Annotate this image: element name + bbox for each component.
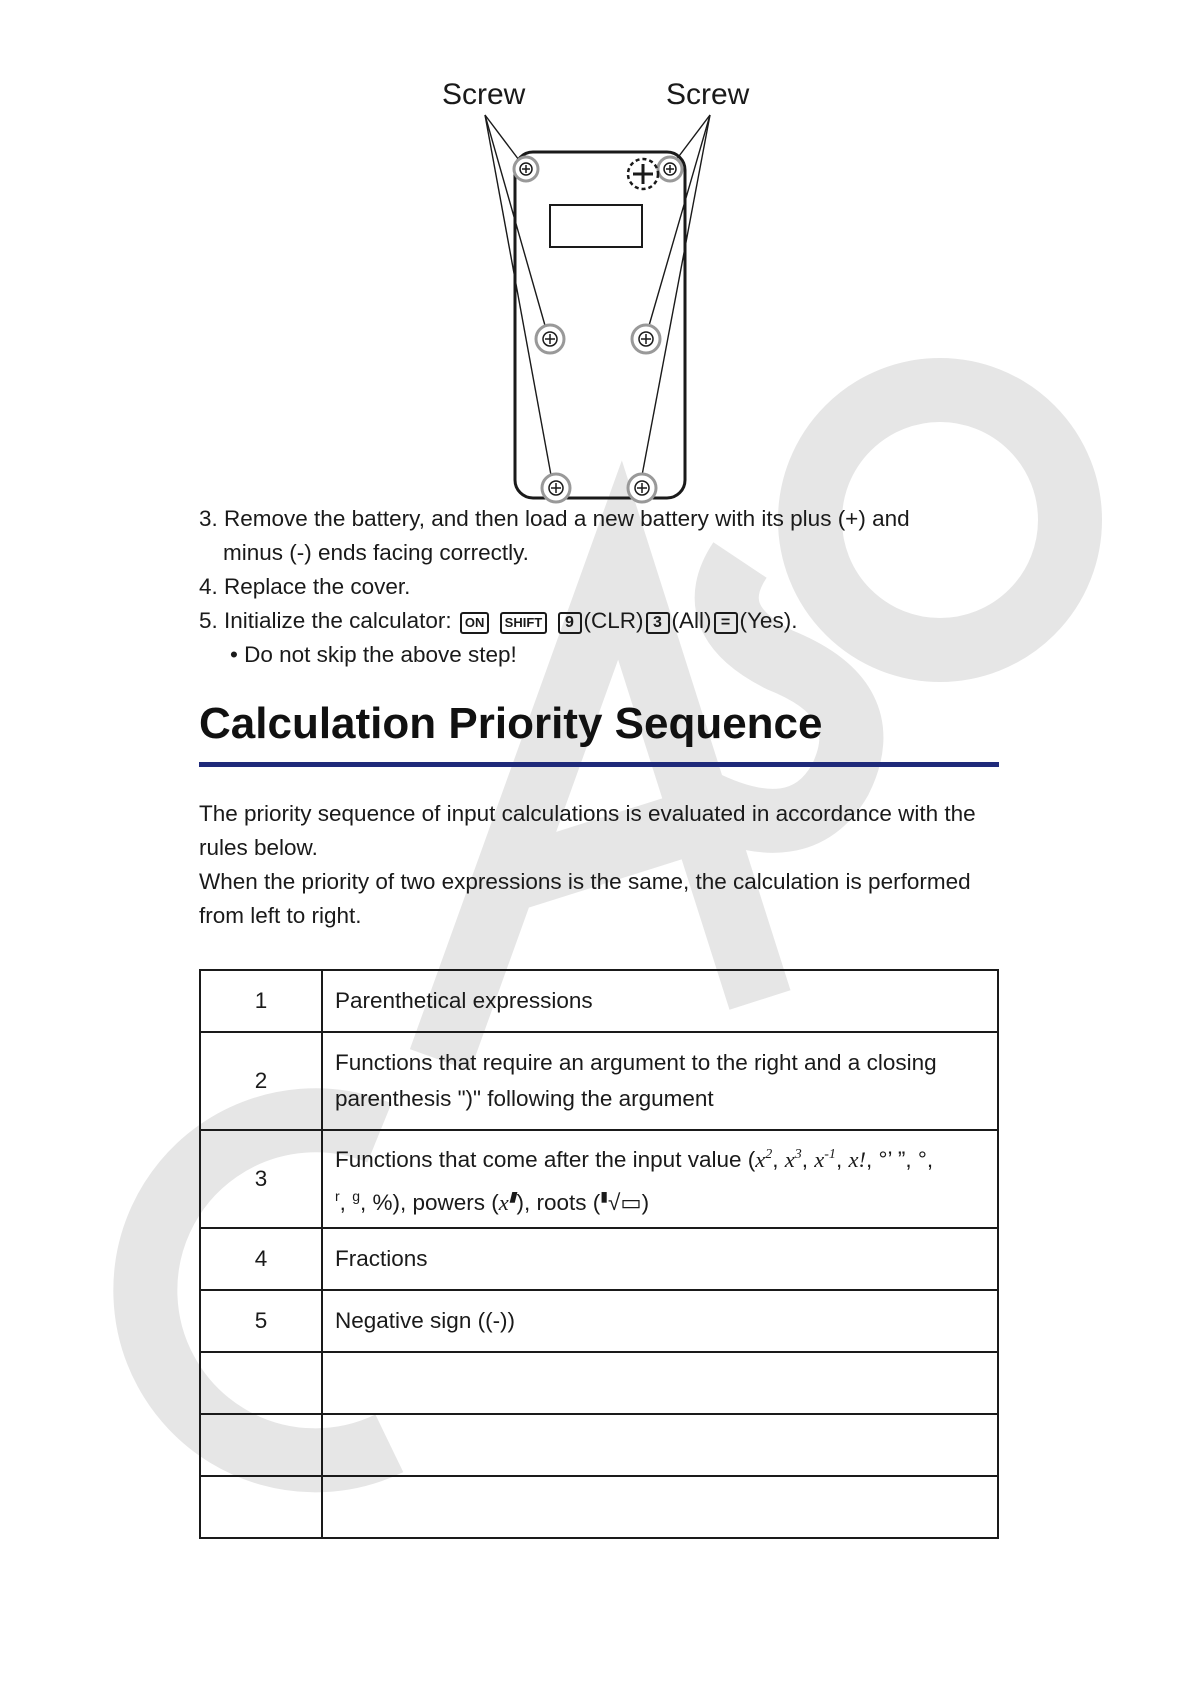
x-squared-symbol: $x^2$	[755, 1147, 773, 1172]
x-factorial-symbol: x!	[848, 1147, 866, 1172]
priority-number	[200, 1352, 322, 1414]
priority-description: Functions that require an argument to the right and a closing parenthesis ")" following the argument	[322, 1032, 998, 1130]
table-row	[200, 1290, 998, 1352]
desc-roots: ), roots (	[516, 1190, 601, 1215]
priority-number: 4	[200, 1228, 322, 1290]
table-row	[200, 1414, 998, 1476]
nine-key-icon: 9	[558, 612, 582, 634]
root-symbol-icon: ▮√▭	[600, 1188, 642, 1215]
step-5-prefix: 5. Initialize the calculator:	[199, 608, 452, 633]
equals-key-icon: =	[714, 612, 738, 634]
priority-description	[322, 1352, 998, 1414]
priority-table	[199, 969, 999, 1539]
screw-label-right: Screw	[666, 78, 750, 111]
priority-description	[322, 1476, 998, 1538]
priority-number: 5	[200, 1290, 322, 1352]
power-symbol: x▮	[498, 1190, 517, 1215]
table-row	[200, 1352, 998, 1414]
priority-number: 3	[200, 1130, 322, 1228]
priority-description: Negative sign ((-))	[322, 1290, 998, 1352]
step-3-line-2: minus (-) ends facing correctly.	[223, 540, 529, 565]
table-row	[200, 970, 998, 1032]
three-key-icon: 3	[646, 612, 670, 634]
intro-paragraph-1: The priority sequence of input calculations is evaluated in accordance with the rules below.	[199, 801, 976, 860]
battery-steps	[199, 502, 1019, 672]
on-key-icon: ON	[460, 612, 490, 634]
section-heading: Calculation Priority Sequence	[199, 699, 823, 748]
table-row	[200, 1130, 998, 1228]
desc-mid: %), powers (	[372, 1190, 499, 1215]
priority-description: Parenthetical expressions	[322, 970, 998, 1032]
step-3-line-1: 3. Remove the battery, and then load a new battery with its plus (+) and	[199, 506, 910, 531]
step-4: 4. Replace the cover.	[199, 574, 411, 599]
priority-number	[200, 1414, 322, 1476]
desc-end: )	[641, 1190, 650, 1215]
calculator-body	[515, 152, 685, 498]
shift-key-icon: SHIFT	[500, 612, 548, 634]
dms-symbols: °’ ”, °,	[878, 1147, 934, 1172]
table-row	[200, 1228, 998, 1290]
priority-description: Functions that come after the input value ($x^2$, $x^3$, $x^{-1}$, x!, °’ ”, °, $^r$, $^g$, %), powers (x▮), roots (▮√▭)	[322, 1130, 998, 1228]
priority-description	[322, 1414, 998, 1476]
intro-text	[199, 797, 1019, 933]
table-row	[200, 1476, 998, 1538]
yes-label: (Yes).	[739, 608, 798, 633]
priority-number: 2	[200, 1032, 322, 1130]
x-cubed-symbol: $x^3$	[784, 1147, 802, 1172]
priority-number: 1	[200, 970, 322, 1032]
radian-grad-symbols: $^r$, $^g$,	[335, 1188, 373, 1215]
priority-description: Fractions	[322, 1228, 998, 1290]
step-5-note: • Do not skip the above step!	[230, 642, 517, 667]
heading-rule	[199, 762, 999, 767]
screw-label-left: Screw	[442, 78, 526, 111]
clr-label: (CLR)	[583, 608, 644, 633]
step-5	[199, 604, 1019, 638]
label-area	[550, 205, 642, 247]
battery-cover-diagram	[430, 70, 770, 510]
all-label: (All)	[671, 608, 712, 633]
screw-icons	[514, 157, 682, 502]
intro-paragraph-2: When the priority of two expressions is the same, the calculation is performed from left to right.	[199, 869, 971, 928]
x-inverse-symbol: $x^{-1}$	[814, 1147, 836, 1172]
priority-number	[200, 1476, 322, 1538]
table-row	[200, 1032, 998, 1130]
desc-prefix: Functions that come after the input value (	[335, 1147, 756, 1172]
